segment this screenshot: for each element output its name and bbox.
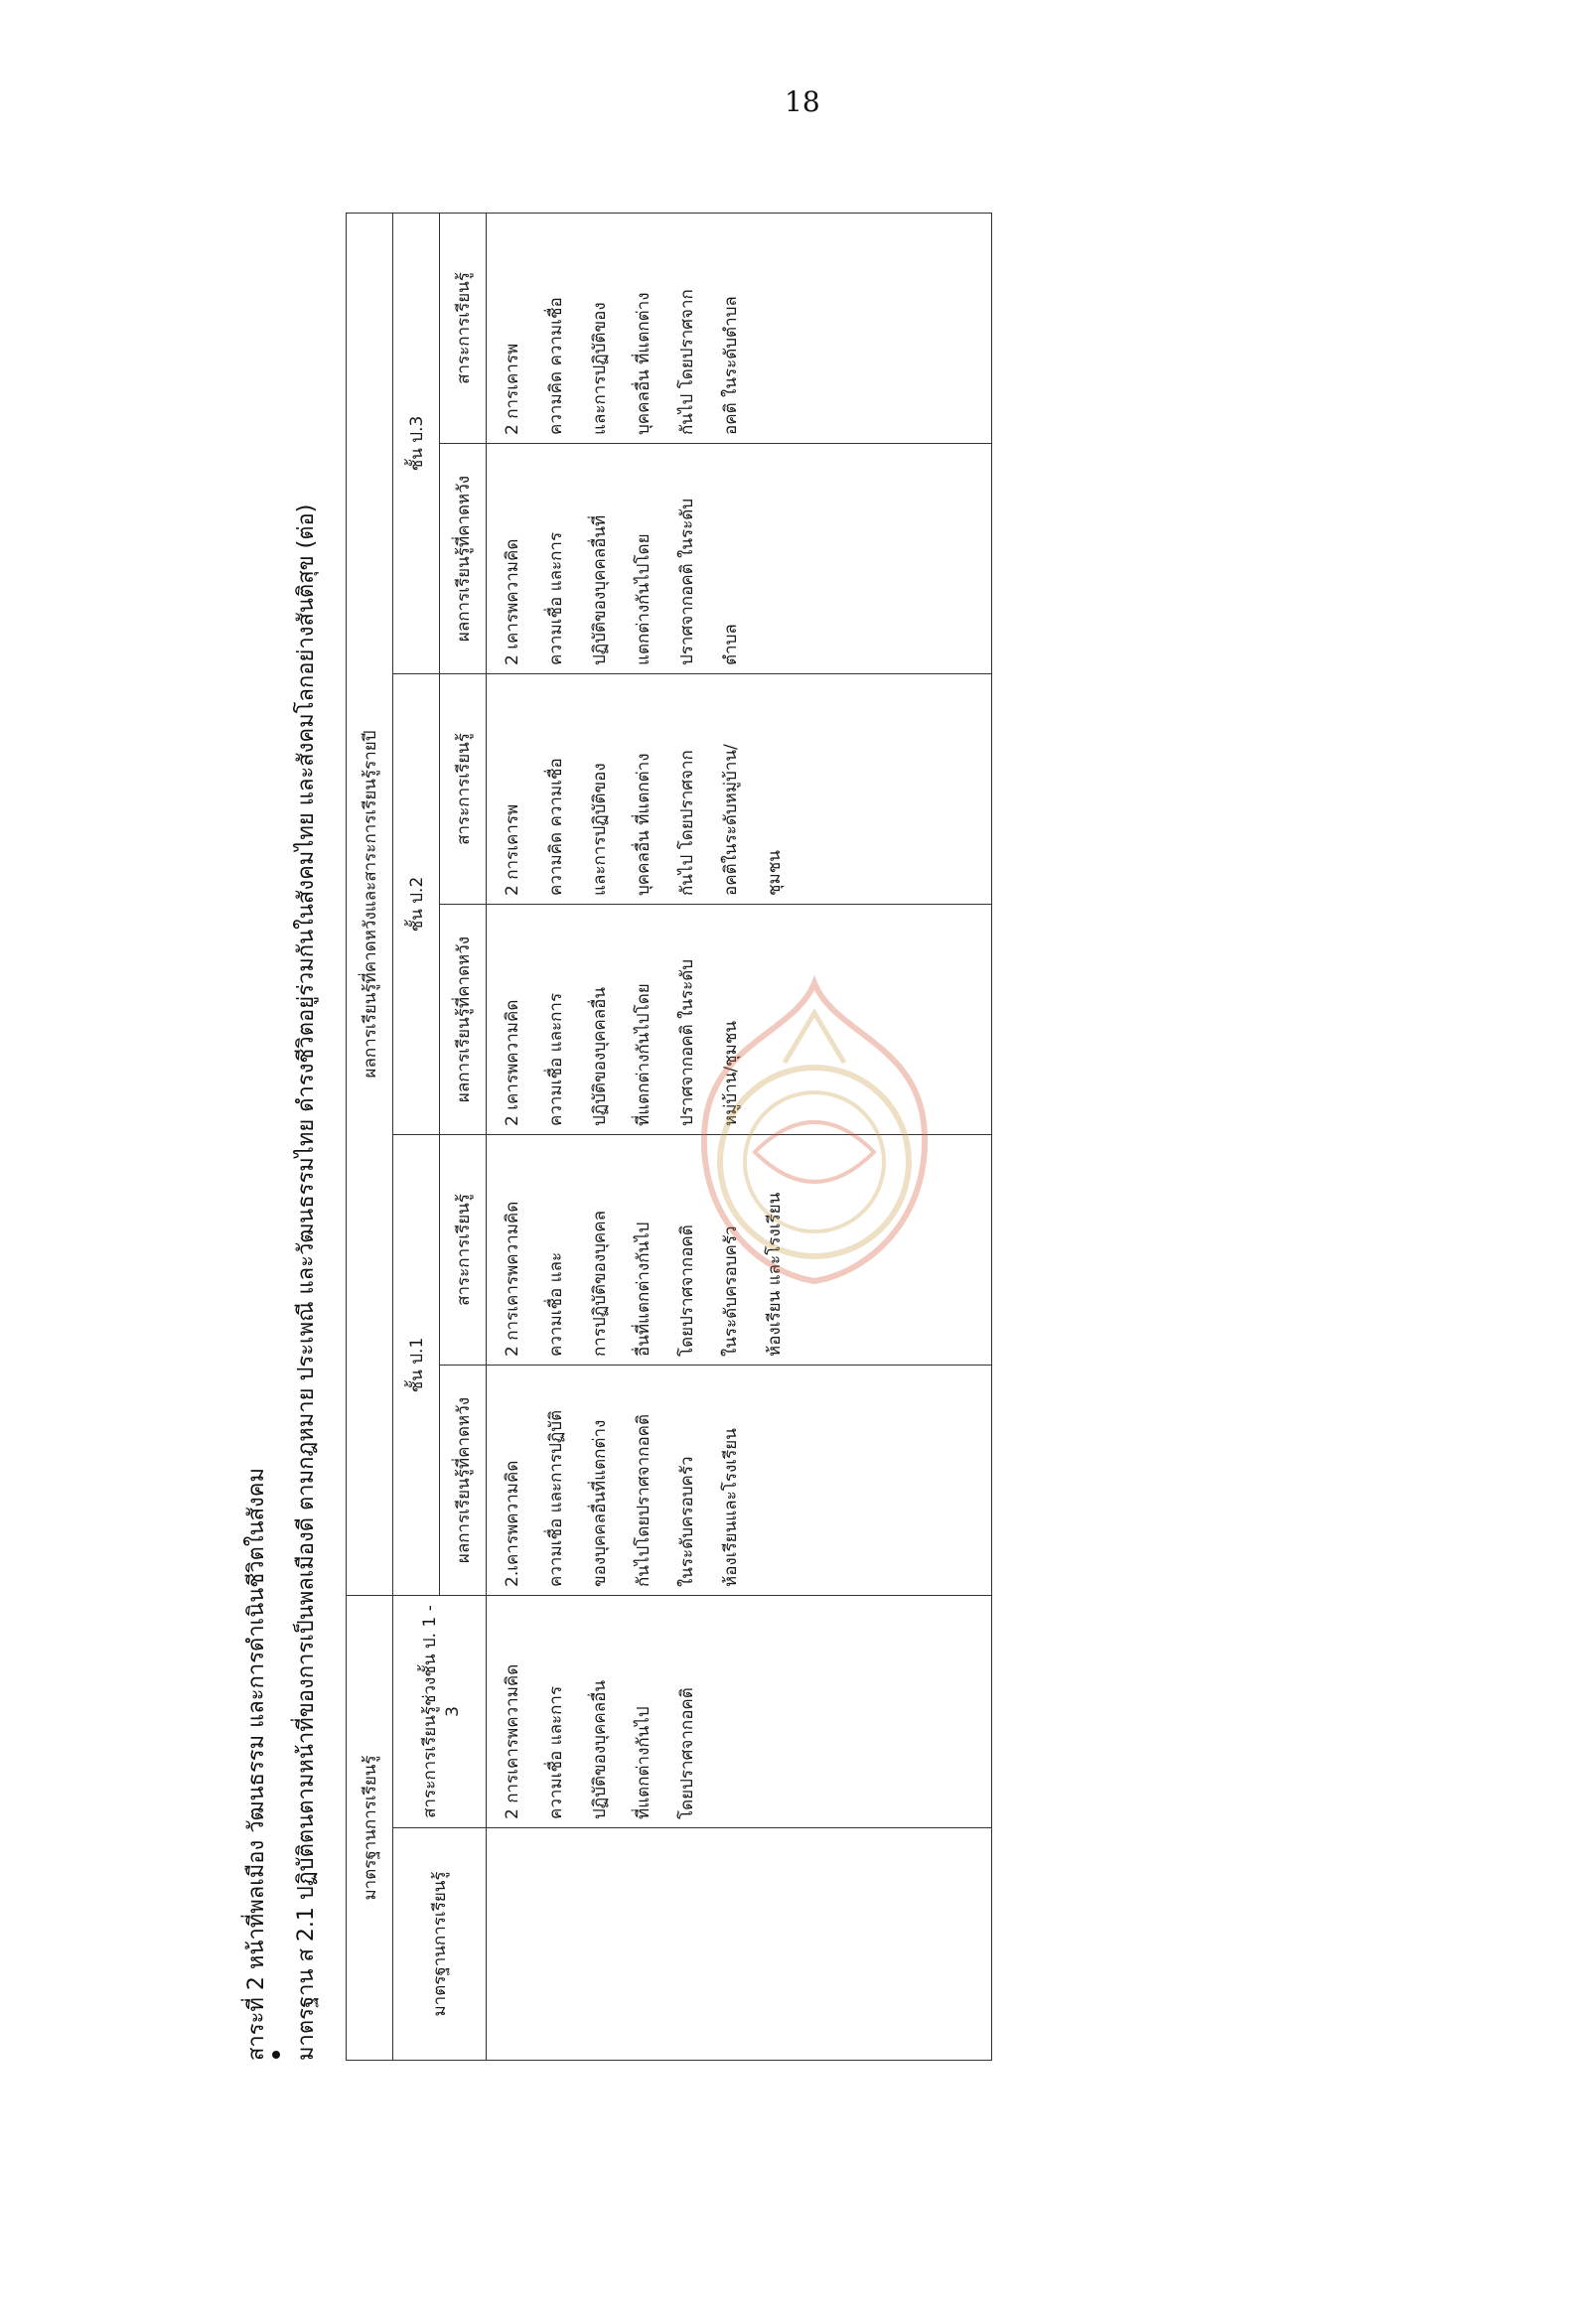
cell-line: ของบุคคลอื่นที่แตกต่าง — [590, 1419, 610, 1587]
cell-line: ปราศจากอคติ ในระดับ — [677, 958, 697, 1126]
cell-line: ห้องเรียนและโรงเรียน — [721, 1428, 741, 1587]
cell-line: และการปฏิบัติของ — [590, 302, 610, 435]
header-standard: มาตรฐานการเรียนรู้ — [393, 1828, 487, 2061]
cell-p2-content — [487, 674, 992, 905]
cell-line: ความคิด ความเชื่อ — [546, 758, 566, 896]
cell-line: อคติ ในระดับตำบล — [721, 296, 741, 435]
cell-p3-content — [487, 213, 992, 443]
cell-standard — [487, 1828, 992, 2061]
cell-line: ความเชื่อ และการ — [546, 992, 566, 1126]
bullet-icon — [272, 2051, 280, 2059]
cell-line: หมู่บ้าน/ชุมชน — [721, 1020, 741, 1126]
cell-line: กันไป โดยปราศจาก — [677, 289, 697, 435]
learning-standards-table — [346, 213, 992, 2061]
cell-line: ปฏิบัติของบุคคลอื่น — [590, 1680, 610, 1819]
header-expected-outcomes-group: ผลการเรียนรู้ที่คาดหวังและสาระการเรียนรู้รายปี — [347, 213, 393, 1595]
header-grade-p1: ชั้น ป.1 — [393, 1135, 440, 1596]
cell-line: ความเชื่อ และการปฏิบัติ — [546, 1409, 566, 1587]
cell-line: กันไปโดยปราศจากอคติ — [634, 1413, 653, 1587]
cell-line: ความเชื่อ และการ — [546, 1685, 566, 1819]
header-p3-content: สาระการเรียนรู้ — [440, 213, 487, 443]
cell-line: ตำบล — [721, 624, 741, 665]
cell-line: ความคิด ความเชื่อ — [546, 297, 566, 435]
header-p3-expected: ผลการเรียนรู้ที่คาดหวัง — [440, 444, 487, 674]
header-p1-expected: ผลการเรียนรู้ที่คาดหวัง — [440, 1366, 487, 1596]
header-learning-standard-group: มาตรฐานการเรียนรู้ — [347, 1596, 393, 2061]
cell-line: 2 การเคารพความคิด — [503, 1201, 522, 1357]
cell-p2-expected — [487, 905, 992, 1135]
cell-line: 2 การเคารพ — [503, 803, 522, 896]
cell-line: และการปฏิบัติของ — [590, 763, 610, 896]
cell-line: แตกต่างกันไปโดย — [634, 533, 653, 665]
cell-p3-expected — [487, 444, 992, 674]
cell-line: ในระดับครอบครัว — [721, 1225, 741, 1357]
header-p1-content: สาระการเรียนรู้ — [440, 1135, 487, 1366]
cell-line: ปฏิบัติของบุคคลอื่น — [590, 987, 610, 1126]
standard-heading: มาตรฐาน ส 2.1 ปฏิบัติตนตามหน้าที่ของการเป็นพลเมืองดี ตามกฎหมาย ประเพณี และวัฒนธรรมไทย ดำรงชีวิตอยู่ร่วมกันในสังคมไทย และสังคมโลกอย่างสันติสุข (ต่อ) — [294, 504, 319, 2061]
header-core-content: สาระการเรียนรู้ช่วงชั้น ป. 1 - 3 — [393, 1596, 487, 1828]
table-row — [487, 213, 992, 2060]
cell-line: 2 เคารพความคิด — [503, 999, 522, 1126]
cell-line: อื่นที่แตกต่างกันไป — [634, 1222, 653, 1357]
cell-line: ความเชื่อ และ — [546, 1251, 566, 1357]
cell-core-content — [487, 1596, 992, 1828]
cell-p1-expected — [487, 1366, 992, 1596]
cell-line: การปฏิบัติของบุคคล — [590, 1210, 610, 1357]
page-number: 18 — [785, 85, 820, 118]
cell-line: ห้องเรียน และโรงเรียน — [765, 1192, 785, 1357]
cell-line: ในระดับครอบครัว — [677, 1456, 697, 1587]
header-grade-p2: ชั้น ป.2 — [393, 674, 440, 1135]
cell-line: ที่แตกต่างกันไปโดย — [634, 983, 653, 1126]
cell-line: บุคคลอื่น ที่แตกต่าง — [634, 753, 653, 896]
cell-line: ที่แตกต่างกันไป — [634, 1706, 653, 1819]
cell-line: ปราศจากอคติ ในระดับ — [677, 498, 697, 665]
strand-heading: สาระที่ 2 หน้าที่พลเมือง วัฒนธรรม และการดำเนินชีวิตในสังคม — [244, 1467, 269, 2061]
cell-line: บุคคลอื่น ที่แตกต่าง — [634, 292, 653, 435]
cell-line: ปฏิบัติของบุคคลอื่นที่ — [590, 514, 610, 665]
header-p2-content: สาระการเรียนรู้ — [440, 674, 487, 905]
cell-line: อคติในระดับหมู่บ้าน/ — [721, 744, 741, 896]
cell-line: 2 การเคารพ — [503, 343, 522, 435]
cell-line: โดยปราศจากอคติ — [677, 1687, 697, 1819]
header-p2-expected: ผลการเรียนรู้ที่คาดหวัง — [440, 905, 487, 1135]
cell-line: ชุมชน — [765, 850, 785, 896]
cell-line: 2 เคารพความคิด — [503, 538, 522, 665]
cell-line: 2 การเคารพความคิด — [503, 1663, 522, 1819]
header-grade-p3: ชั้น ป.3 — [393, 213, 440, 673]
cell-line: ความเชื่อ และการ — [546, 531, 566, 665]
cell-line: 2.เคารพความคิด — [503, 1460, 522, 1587]
rotated-content — [238, 214, 1033, 2061]
cell-p1-content — [487, 1135, 992, 1366]
cell-line: กันไป โดยปราศจาก — [677, 750, 697, 896]
cell-line: โดยปราศจากอคติ — [677, 1224, 697, 1357]
